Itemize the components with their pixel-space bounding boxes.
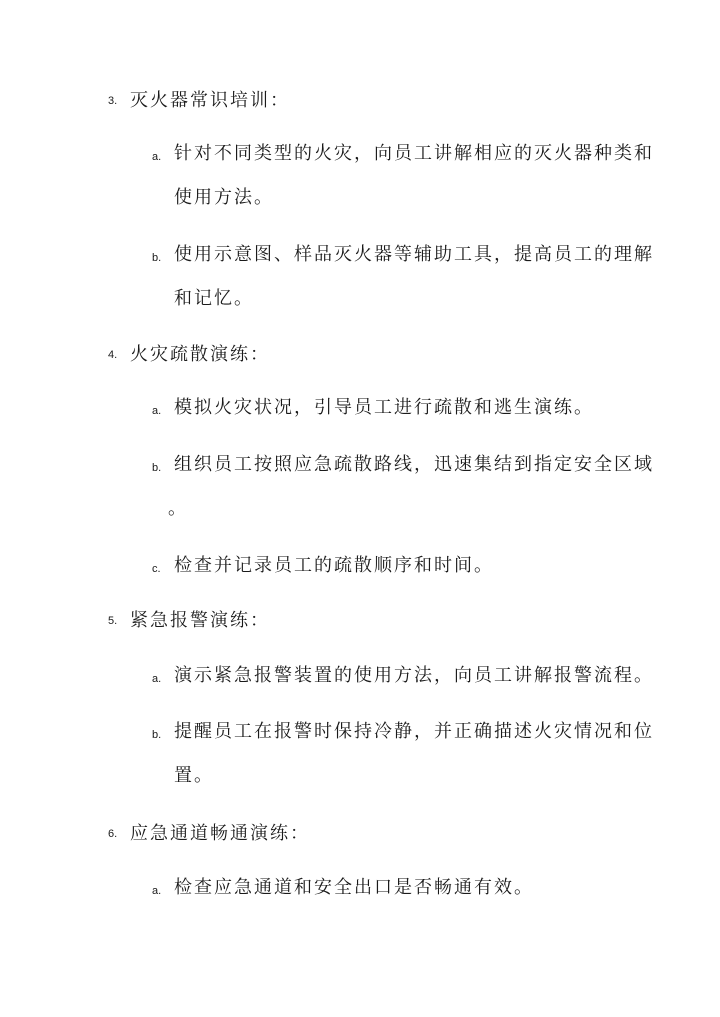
- item-marker: a.: [152, 673, 162, 685]
- item-marker: a.: [152, 151, 162, 163]
- item-text-line: 检查并记录员工的疏散顺序和时间。: [174, 555, 494, 576]
- item-text-line: 针对不同类型的火灾，向员工讲解相应的灭火器种类和: [174, 143, 654, 164]
- item-text-line: 和记忆。: [174, 288, 254, 309]
- item-marker: a.: [152, 405, 162, 417]
- item-text-line: 组织员工按照应急疏散路线，迅速集结到指定安全区域: [174, 454, 654, 475]
- section-title: 紧急报警演练：: [130, 610, 270, 631]
- item-marker: c.: [152, 563, 161, 575]
- section-number: 3.: [108, 95, 118, 107]
- item-marker: b.: [152, 252, 162, 264]
- section-title: 灭火器常识培训：: [130, 90, 290, 111]
- item-text-line: 使用方法。: [174, 187, 274, 208]
- item-marker: a.: [152, 885, 162, 897]
- section-title: 应急通道畅通演练：: [130, 823, 310, 844]
- item-text-line: 使用示意图、样品灭火器等辅助工具，提高员工的理解: [174, 244, 654, 265]
- item-text-line: 提醒员工在报警时保持冷静，并正确描述火灾情况和位: [174, 721, 654, 742]
- item-text-line: 模拟火灾状况，引导员工进行疏散和逃生演练。: [174, 397, 594, 418]
- section-number: 6.: [108, 828, 118, 840]
- item-text-line: 置。: [174, 765, 214, 786]
- section-number: 5.: [108, 615, 118, 627]
- item-text-line: 演示紧急报警装置的使用方法，向员工讲解报警流程。: [174, 665, 654, 686]
- section-title: 火灾疏散演练：: [130, 344, 270, 365]
- item-text-line: 。: [168, 498, 188, 519]
- item-marker: b.: [152, 729, 162, 741]
- item-marker: b.: [152, 462, 162, 474]
- section-number: 4.: [108, 349, 118, 361]
- item-text-line: 检查应急通道和安全出口是否畅通有效。: [174, 877, 534, 898]
